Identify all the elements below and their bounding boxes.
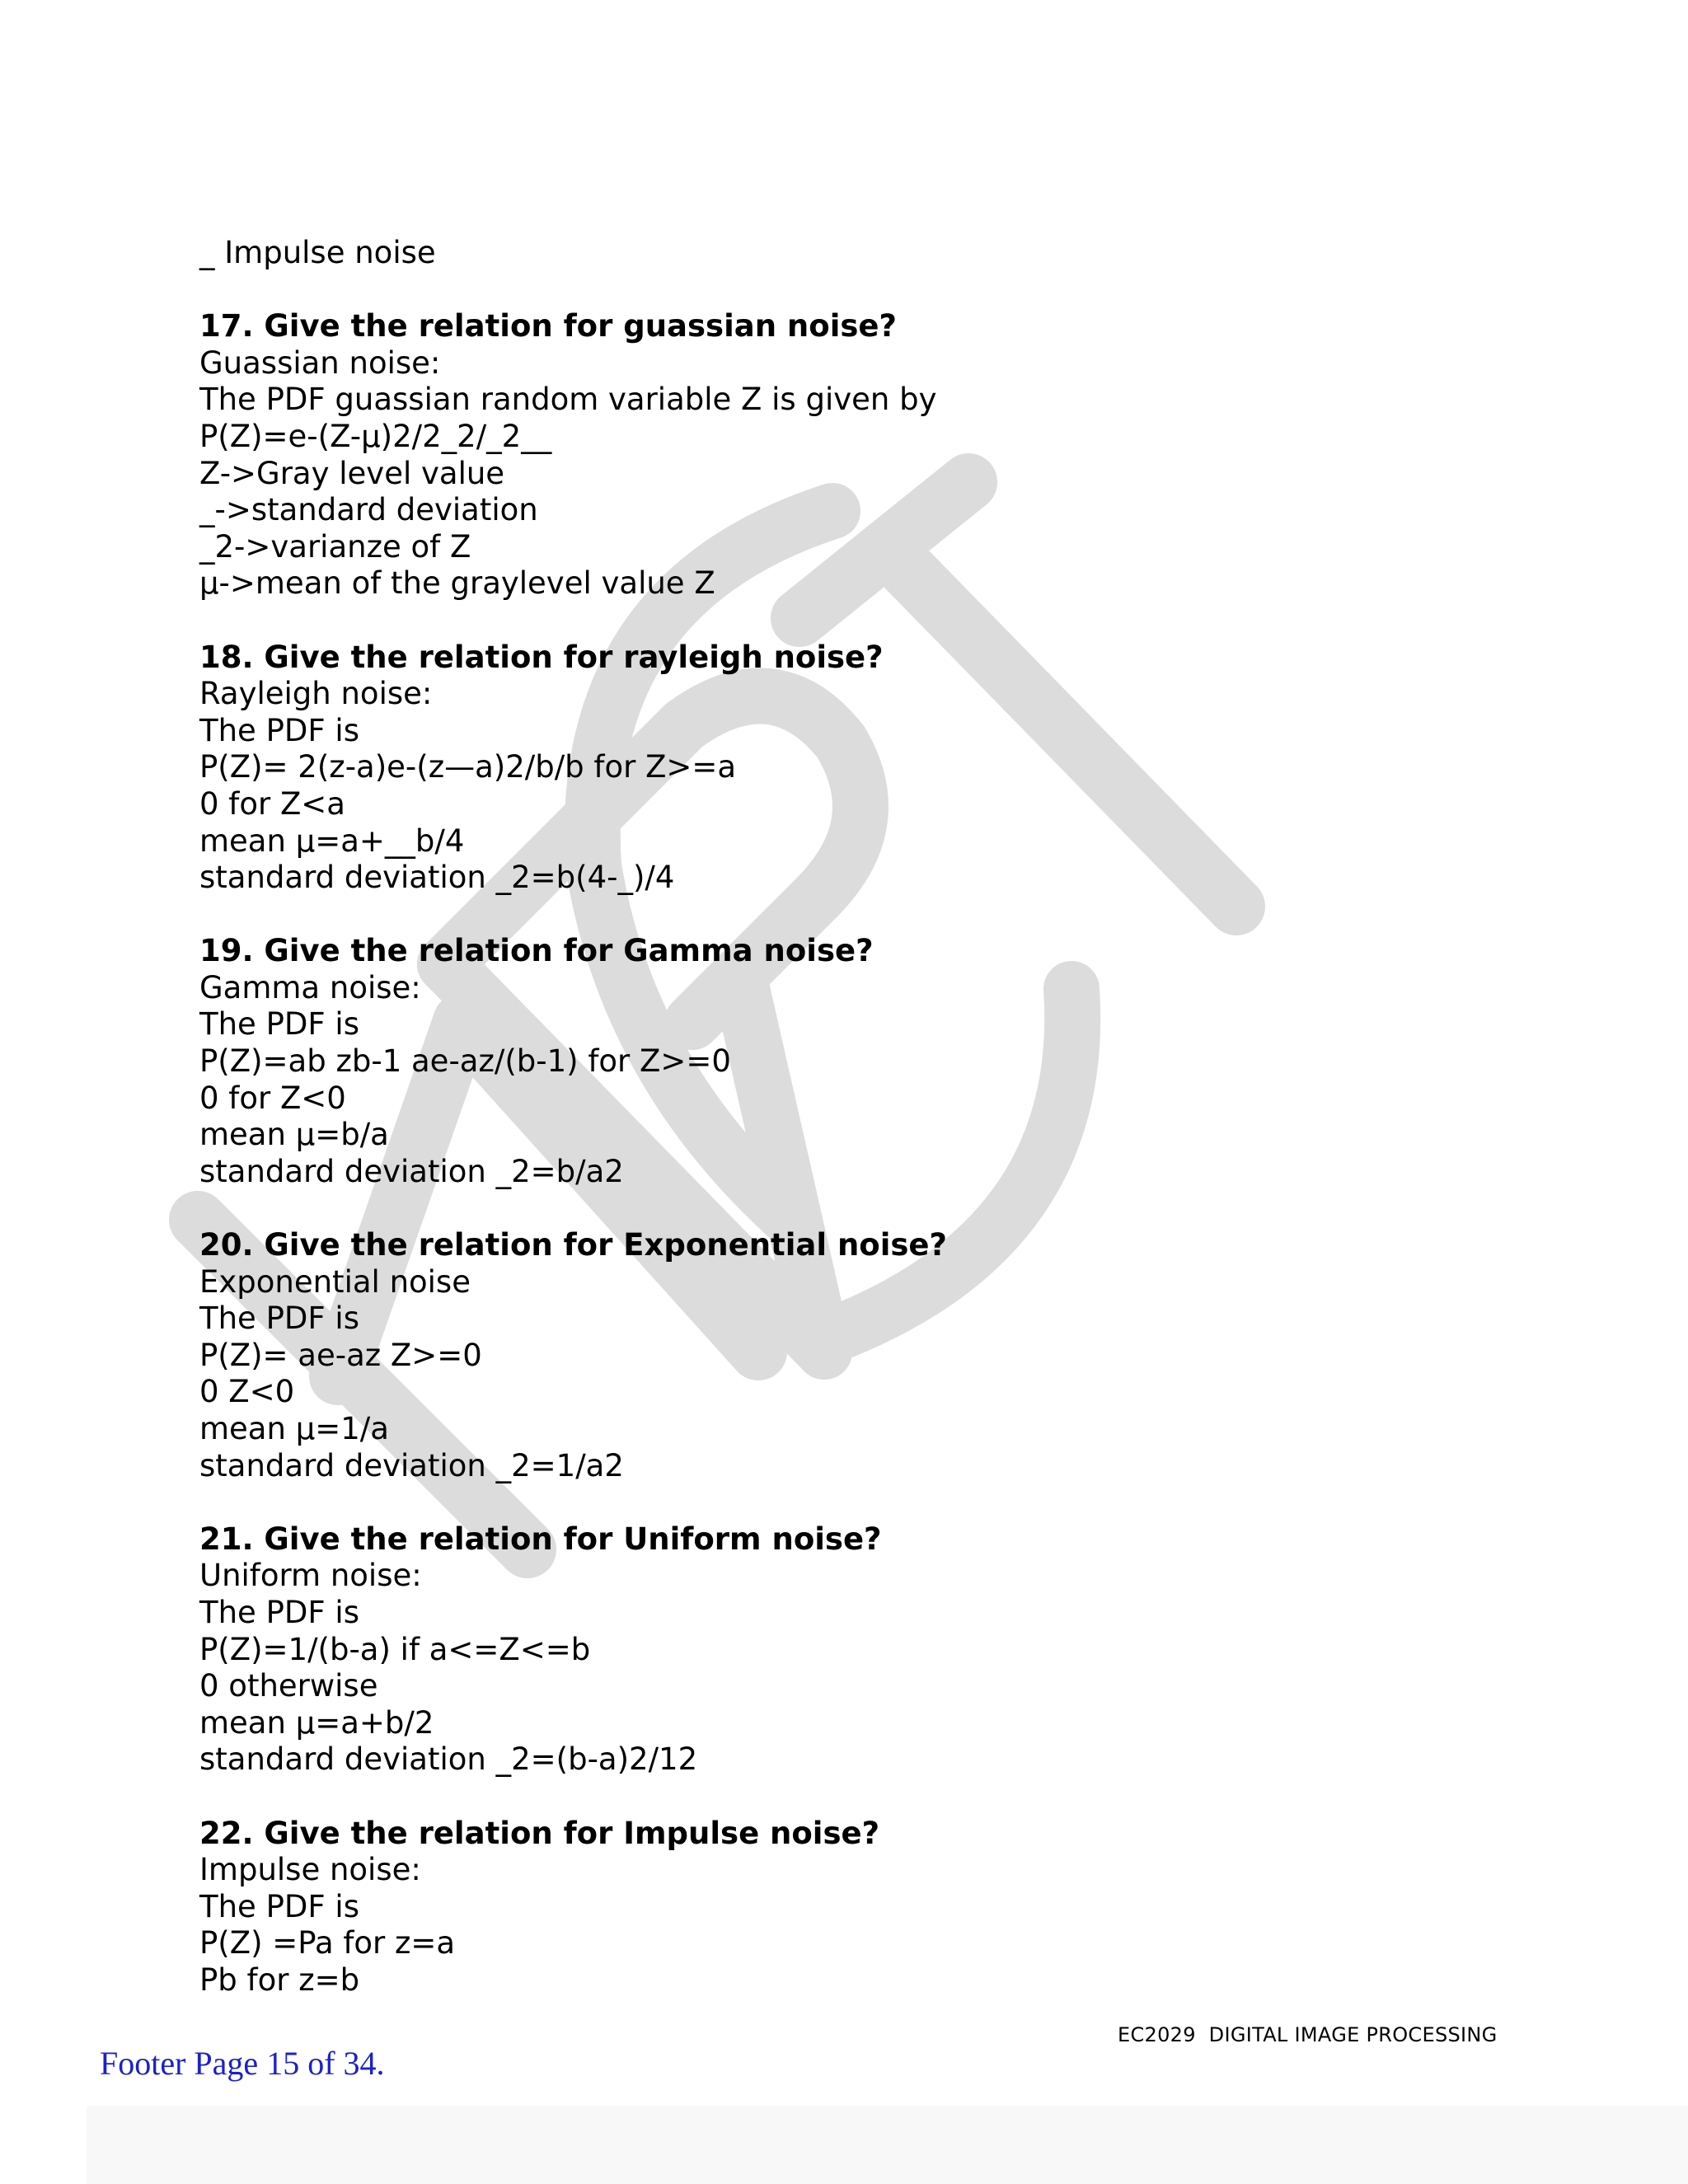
answer-line: P(Z)=ab zb-1 ae-az/(b-1) for Z>=0 — [199, 1043, 731, 1080]
document-body — [199, 235, 1518, 1999]
answer-line: The PDF is — [199, 1006, 359, 1043]
answer-line: Pb for z=b — [199, 1961, 360, 1998]
question-block-22 — [199, 1816, 1518, 1999]
answer-line: 0 for Z<0 — [199, 1080, 346, 1116]
answer-line: Exponential noise — [199, 1263, 471, 1300]
answer-line: standard deviation _2=b(4-_)/4 — [199, 860, 675, 896]
answer-line: P(Z)=e-(Z-µ)2/2_2/_2__ — [199, 418, 552, 454]
answer-line: P(Z)= 2(z-a)e-(z—a)2/b/b for Z>=a — [199, 749, 737, 785]
answer-line: mean µ=b/a — [199, 1117, 389, 1153]
answer-line: P(Z)= ae-az Z>=0 — [199, 1337, 482, 1373]
answer-line: 0 Z<0 — [199, 1374, 295, 1410]
answer-line: Gamma noise: — [199, 969, 421, 1005]
footer-page-number: Footer Page 15 of 34. — [100, 2045, 385, 2082]
question-title: 20. Give the relation for Exponential noise? — [199, 1227, 947, 1263]
answer-line: standard deviation _2=1/a2 — [199, 1447, 624, 1483]
answer-line: Impulse noise: — [199, 1852, 421, 1888]
answer-line: The PDF is — [199, 712, 359, 748]
question-title: 21. Give the relation for Uniform noise? — [199, 1521, 882, 1557]
intro-line: _ Impulse noise — [199, 235, 436, 270]
question-block-17 — [199, 308, 1518, 602]
question-title: 22. Give the relation for Impulse noise? — [199, 1815, 880, 1851]
answer-line: standard deviation _2=(b-a)2/12 — [199, 1741, 698, 1778]
answer-line: mean µ=a+b/2 — [199, 1704, 434, 1741]
question-title: 18. Give the relation for rayleigh noise? — [199, 639, 884, 675]
question-block-21 — [199, 1521, 1518, 1779]
answer-line: Guassian noise: — [199, 344, 441, 381]
answer-line: 0 otherwise — [199, 1668, 378, 1704]
answer-line: P(Z)=1/(b-a) if a<=Z<=b — [199, 1631, 591, 1667]
question-title: 17. Give the relation for guassian noise? — [199, 308, 897, 344]
answer-line: P(Z) =Pa for z=a — [199, 1925, 456, 1961]
answer-line: Uniform noise: — [199, 1558, 422, 1594]
document-running-title: EC2029 DIGITAL IMAGE PROCESSING — [1118, 2023, 1498, 2046]
answer-line: 0 for Z<a — [199, 785, 345, 822]
answer-line: The PDF is — [199, 1888, 359, 1924]
answer-line: The PDF guassian random variable Z is given by — [199, 382, 937, 418]
answer-line: mean µ=a+__b/4 — [199, 823, 465, 859]
question-block-20 — [199, 1227, 1518, 1484]
page-bottom-band — [87, 2106, 1688, 2184]
question-title: 19. Give the relation for Gamma noise? — [199, 933, 874, 969]
answer-line: _2->varianze of Z — [199, 528, 471, 565]
answer-line: µ->mean of the graylevel value Z — [199, 565, 715, 602]
answer-line: Rayleigh noise: — [199, 676, 433, 712]
answer-line: standard deviation _2=b/a2 — [199, 1153, 624, 1189]
answer-line: The PDF is — [199, 1301, 359, 1337]
answer-line: mean µ=1/a — [199, 1411, 389, 1446]
answer-line: _->standard deviation — [199, 492, 538, 528]
answer-line: The PDF is — [199, 1594, 359, 1630]
question-block-18 — [199, 640, 1518, 897]
answer-line: Z->Gray level value — [199, 455, 505, 491]
question-block-19 — [199, 933, 1518, 1190]
